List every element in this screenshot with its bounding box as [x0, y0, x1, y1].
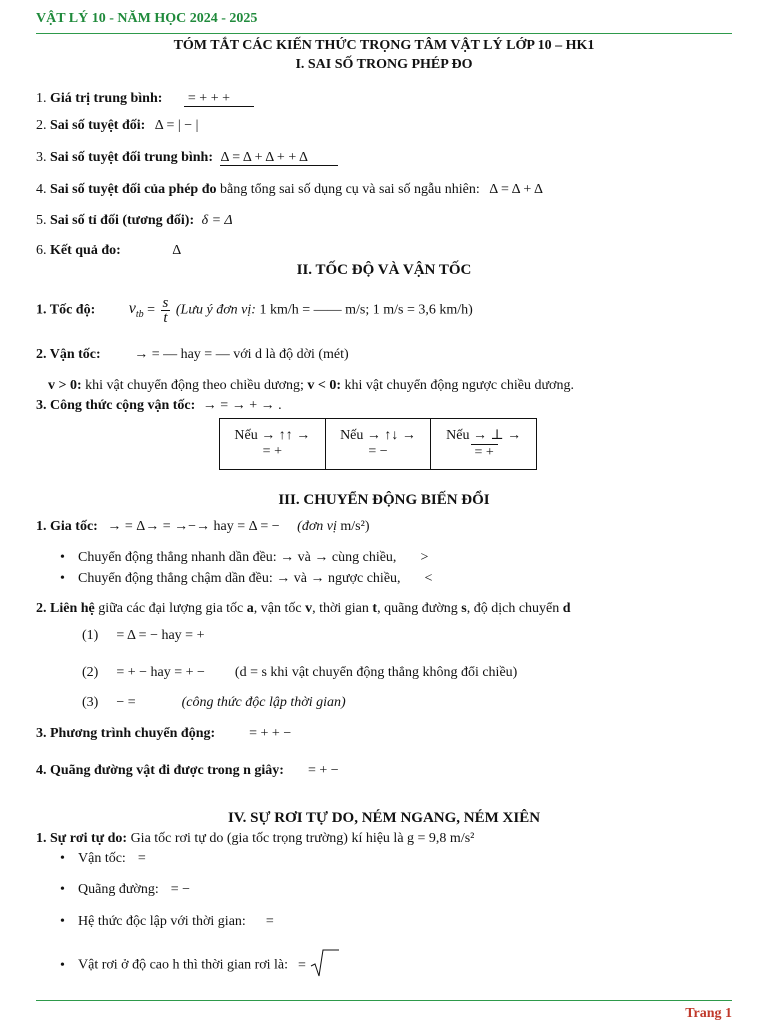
speed-symbol: $v_{tb}$	[128, 300, 144, 321]
result-formula: Δ	[172, 243, 182, 258]
sec1-item-5: 5. Sai số tỉ đối (tương đối): δ = Δ	[36, 213, 233, 228]
sec1-item-2: 2. Sai số tuyệt đối: Δ = | − |	[36, 118, 199, 133]
sqrt-icon: = +	[431, 444, 536, 461]
mean-absolute-error-formula: Δ = Δ + Δ + + Δ	[220, 150, 337, 166]
case-perpendicular: Nếu → ⊥ → = +	[431, 419, 537, 470]
header-divider	[36, 33, 732, 34]
equation-2: (2) = + − hay = + − (d = s khi vật chuyển động thẳng không đổi chiều)	[82, 665, 518, 680]
page-number: Trang 1	[685, 1006, 732, 1021]
sec3-item-2: 2. Liên hệ giữa các đại lượng gia tốc a, vận tốc v, thời gian t, quãng đường s, độ dịch chuyển d	[36, 601, 571, 616]
sec1-item-4: 4. Sai số tuyệt đối của phép đo bằng tổng sai số dụng cụ và sai số ngẫu nhiên: Δ = Δ + Δ	[36, 182, 543, 197]
sec3-item-4: 4. Quãng đường vật đi được trong n giây: = + −	[36, 763, 339, 778]
document-title: TÓM TẮT CÁC KIẾN THỨC TRỌNG TÂM VẬT LÝ LỚP 10 – HK1	[173, 38, 595, 53]
velocity-cases-table	[219, 418, 537, 470]
section-4-title: IV. SỰ RƠI TỰ DO, NÉM NGANG, NÉM XIÊN	[227, 810, 541, 826]
absolute-error-formula: Δ = | − |	[154, 118, 199, 133]
velocity-formula: → = — hay = — với d là độ dời (mét)	[134, 347, 349, 362]
sec2-item-1: 1. Tốc độ: $v_{tb}$ = $\frac{s}{t}$ (Lưu ý đơn vị: 1 km/h = —— m/s; 1 m/s = 3,6 km/h)	[36, 295, 473, 326]
footer-divider	[36, 1000, 732, 1001]
measurement-error-formula: Δ = Δ + Δ	[489, 182, 543, 197]
sec3-item-3: 3. Phương trình chuyển động: = + + −	[36, 726, 292, 741]
case-antiparallel: Nếu → ↑↓ → = −	[325, 419, 431, 470]
relative-error-formula: δ = Δ	[201, 213, 233, 228]
equation-3: (3) − = (công thức độc lập thời gian)	[82, 695, 346, 710]
sec2-item-2: 2. Vận tốc: → = — hay = — với d là độ dời (mét)	[36, 347, 349, 362]
sqrt-icon	[309, 948, 339, 983]
section-2-title: II. TỐC ĐỘ VÀ VẬN TỐC	[296, 262, 472, 278]
velocity-addition-formula: → = → + → .	[202, 398, 282, 413]
list-item-freefall-velocity: • Vận tốc: =	[60, 851, 146, 866]
section-3-title: III. CHUYỂN ĐỘNG BIẾN ĐỔI	[278, 492, 490, 508]
case-parallel: Nếu → ↑↑ → = +	[220, 419, 326, 470]
sec1-item-3: 3. Sai số tuyệt đối trung bình: Δ = Δ + Δ + + Δ	[36, 150, 338, 166]
sec3-item-1: 1. Gia tốc: → = Δ→ = →−→ hay = Δ = − (đơn vị m/s²)	[36, 519, 370, 534]
list-item-freefall-distance: • Quãng đường: = −	[60, 882, 191, 897]
sec1-item-6: 6. Kết quả đo: Δ	[36, 243, 182, 258]
speed-fraction: $\frac{s}{t}$	[162, 295, 169, 326]
list-item-freefall-independent: • Hệ thức độc lập với thời gian: =	[60, 914, 274, 929]
section-1-title: I. SAI SỐ TRONG PHÉP ĐO	[295, 57, 473, 72]
equation-1: (1) = Δ = − hay = +	[82, 628, 205, 643]
mean-formula: = + + +	[184, 91, 254, 107]
acceleration-formula: → = Δ→ = →−→ hay = Δ = −	[107, 519, 280, 534]
list-item-freefall-time: • Vật rơi ở độ cao h thì thời gian rơi là: =	[60, 948, 339, 983]
velocity-sign-note: v > 0: khi vật chuyển động theo chiều dương; v < 0: khi vật chuyển động ngược chiều dương.	[48, 378, 574, 393]
list-item-decelerating: • Chuyển động thẳng chậm dần đều: → và → ngược chiều, <	[60, 571, 433, 586]
sec2-item-3: 3. Công thức cộng vận tốc: → = → + → .	[36, 398, 282, 413]
sec4-item-1: 1. Sự rơi tự do: Gia tốc rơi tự do (gia tốc trọng trường) kí hiệu là g = 9,8 m/s²	[36, 831, 475, 846]
sec1-item-1: 1. Giá trị trung bình: = + + +	[36, 91, 254, 107]
header-title: VẬT LÝ 10 - NĂM HỌC 2024 - 2025	[36, 11, 258, 26]
list-item-accelerating: • Chuyển động thẳng nhanh dần đều: → và → cùng chiều, >	[60, 550, 429, 565]
